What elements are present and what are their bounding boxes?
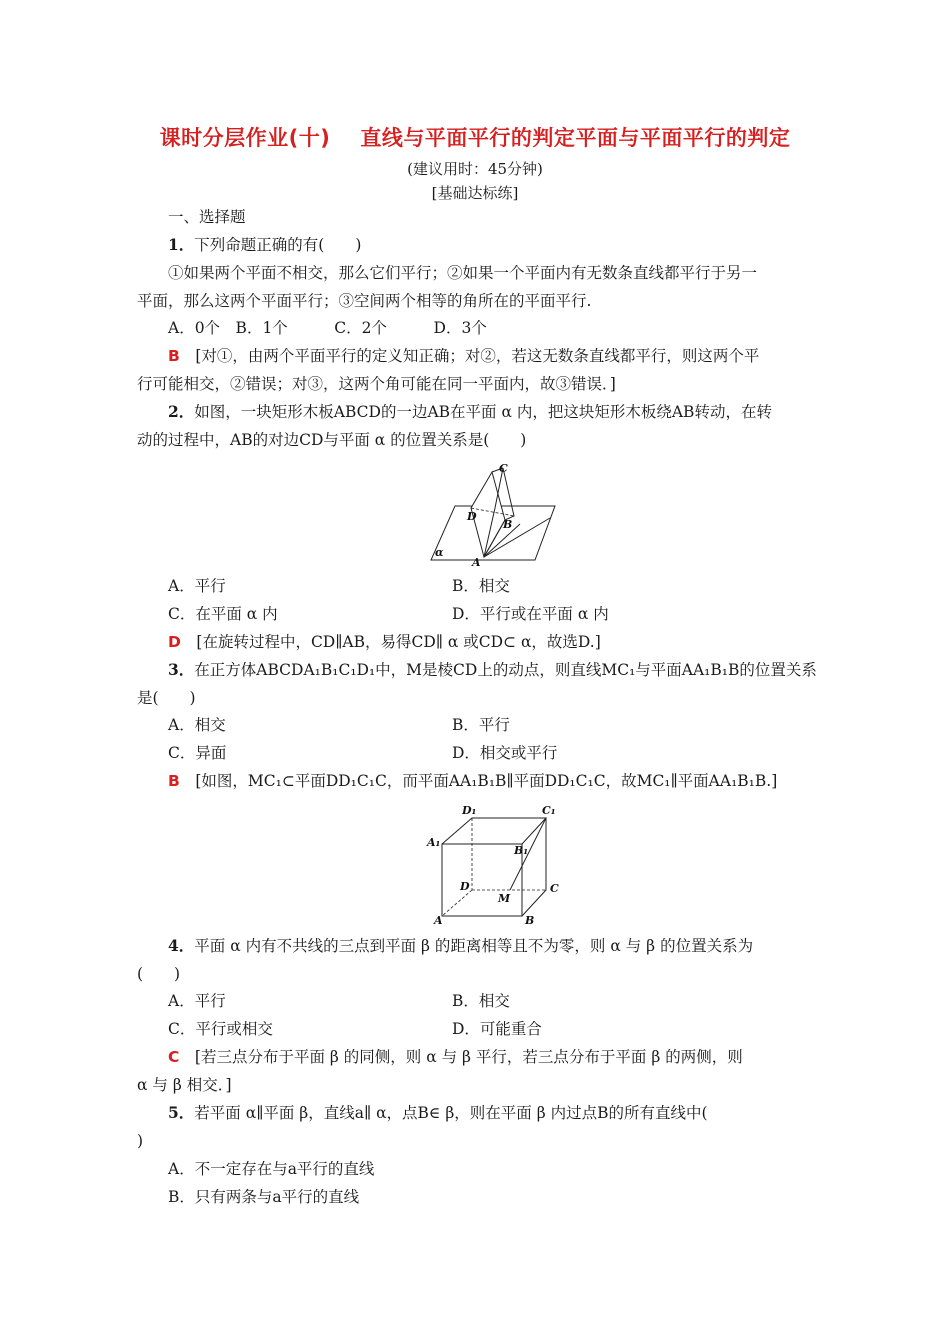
cube-label-B: B [525,914,535,927]
q1-line2: 平面，那么这两个平面平行；③空间两个相等的角所在的平面平行. [137,292,592,310]
fig-label-B: B [503,518,513,531]
q3-line1: 3．在正方体ABCDA₁B₁C₁D₁中，M是棱CD上的动点，则直线MC₁与平面AA₁B₁B的位置关系 [168,660,817,679]
q4-option-c: C．平行或相交 [168,1020,273,1038]
q1-answer: B [168,347,180,365]
q4-answer: C [168,1048,180,1066]
q3-option-a: A．相交 [168,716,226,734]
q5-line2: ) [137,1132,144,1150]
q1-explanation: B [对①，由两个平面平行的定义知正确；对②，若这无数条直线都平行，则这两个平 [168,347,760,365]
q1-options: A．0个 B．1个 C．2个 D．3个 [168,319,487,337]
cube-figure [422,800,567,928]
q4-option-b: B．相交 [452,992,510,1010]
q2-option-d: D．平行或在平面 α 内 [452,605,609,623]
q3-line2: 是( ) [137,689,196,707]
q4-option-d: D．可能重合 [452,1020,542,1038]
q3-option-c: C．异面 [168,744,227,762]
q4-line1: 4．平面 α 内有不共线的三点到平面 β 的距离相等且不为零，则 α 与 β 的位置关系为 [168,936,754,955]
q5-option-a: A．不一定存在与a平行的直线 [168,1160,375,1178]
q2-line1: 2．如图，一块矩形木板ABCD的一边AB在平面 α 内，把这块矩形木板绕AB转动，在转 [168,402,772,421]
section-heading: 一、选择题 [168,208,246,226]
page-title: 课时分层作业(十) 直线与平面平行的判定平面与平面平行的判定 [159,126,791,150]
cube-label-B1: B₁ [514,844,529,857]
q5-option-b: B．只有两条与a平行的直线 [168,1188,360,1206]
cube-label-C1: C₁ [542,804,556,817]
q4-explanation-2: α 与 β 相交．] [137,1076,232,1094]
q2-option-b: B．相交 [452,577,510,595]
q2-option-a: A．平行 [168,577,226,595]
q1-explanation-2: 行可能相交，②错误；对③，这两个角可能在同一平面内，故③错误．] [137,375,616,393]
q1-line1: ①如果两个平面不相交，那么它们平行；②如果一个平面内有无数条直线都平行于另一 [168,264,758,282]
q4-option-a: A．平行 [168,992,226,1010]
q4-line2: ( ) [137,965,181,983]
section-tag: [基础达标练] [431,184,519,202]
fig-label-alpha: α [435,546,444,559]
fig-label-C: C [499,462,508,475]
q5-line1: 5．若平面 α∥平面 β，直线a∥ α，点B∈ β，则在平面 β 内过点B的所有直线中( [168,1103,708,1122]
suggested-time: (建议用时：45分钟) [407,160,543,178]
q2-line2: 动的过程中，AB的对边CD与平面 α 的位置关系是( ) [137,431,527,449]
cube-label-A1: A₁ [427,836,441,849]
q2-option-c: C．在平面 α 内 [168,605,278,623]
fig-label-A: A [472,556,481,568]
q4-explanation: C [若三点分布于平面 β 的同侧，则 α 与 β 平行，若三点分布于平面 β 的两侧，则 [168,1048,743,1066]
cube-label-C: C [550,882,559,895]
q3-option-d: D．相交或平行 [452,744,558,762]
q2-explanation: D [在旋转过程中，CD∥AB，易得CD∥ α 或CD⊂ α，故选D.] [168,633,601,651]
q3-answer: B [168,772,180,790]
cube-label-A: A [434,914,443,927]
cube-label-M: M [498,892,511,905]
rotating-board-figure [425,460,560,568]
q3-option-b: B．平行 [452,716,510,734]
cube-label-D: D [460,880,470,893]
q3-explanation: B [如图，MC₁⊂平面DD₁C₁C，而平面AA₁B₁B∥平面DD₁C₁C，故MC₁∥平面AA₁B₁B.] [168,772,778,790]
cube-label-D1: D₁ [462,804,477,817]
fig-label-D: D [467,510,477,523]
q1-stem: 1．下列命题正确的有( ) [168,235,362,254]
q2-answer: D [168,633,181,651]
